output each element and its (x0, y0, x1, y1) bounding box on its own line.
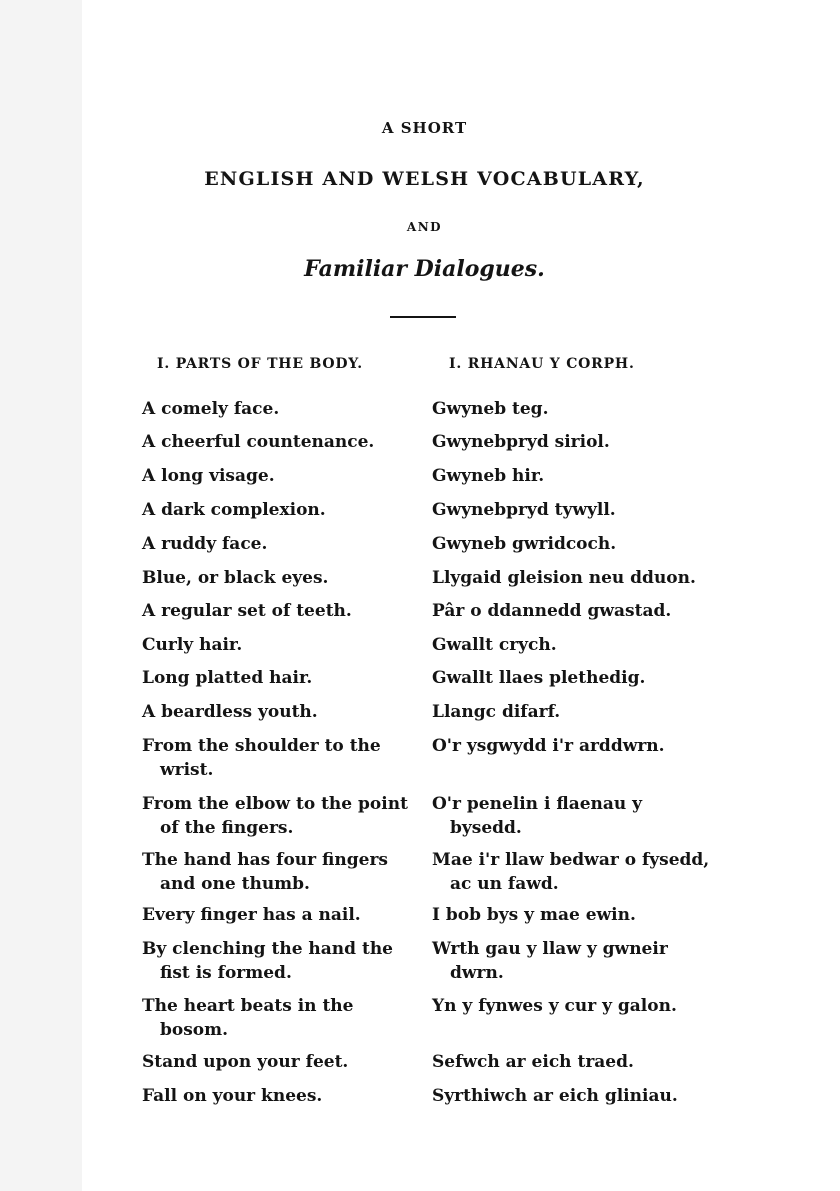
title-a-short: A SHORT (381, 119, 468, 137)
vocab-row (142, 397, 767, 421)
welsh-phrase: Gwallt llaes plethedig. (432, 668, 646, 688)
english-phrase: Blue, or black eyes. (142, 568, 329, 588)
title-vocabulary: ENGLISH AND WELSH VOCABULARY, (204, 168, 645, 190)
vocab-row (142, 848, 767, 896)
welsh-phrase: Wrth gau y llaw y gwneir dwrn. (432, 939, 668, 983)
welsh-phrase: Mae i'r llaw bedwar o fysedd, ac un fawd. (432, 850, 710, 894)
welsh-phrase: Pâr o ddannedd gwastad. (432, 601, 672, 621)
english-phrase: Every finger has a nail. (142, 905, 361, 925)
vocab-row (142, 633, 767, 657)
title-and: AND (406, 220, 443, 234)
welsh-phrase: Yn y fynwes y cur y galon. (432, 996, 677, 1016)
welsh-phrase: Gwynebpryd tywyll. (432, 500, 616, 520)
vocab-row (142, 937, 767, 985)
vocab-row (142, 532, 767, 556)
welsh-phrase: Gwyneb teg. (432, 399, 549, 419)
english-phrase: A regular set of teeth. (142, 601, 352, 621)
english-phrase: A cheerful countenance. (142, 432, 375, 452)
english-phrase: By clenching the hand the fist is formed. (142, 939, 393, 983)
english-phrase: The hand has four fingers and one thumb. (142, 850, 388, 894)
welsh-phrase: Gwynebpryd siriol. (432, 432, 610, 452)
vocab-row (142, 498, 767, 522)
english-phrase: Stand upon your feet. (142, 1052, 349, 1072)
english-phrase: Long platted hair. (142, 668, 313, 688)
welsh-phrase: Gwallt crych. (432, 635, 557, 655)
title-familiar-dialogues: Familiar Dialogues. (304, 256, 545, 282)
english-phrase: A long visage. (142, 466, 275, 486)
vocab-row (142, 903, 767, 927)
welsh-phrase: Gwyneb hir. (432, 466, 545, 486)
english-phrase: From the elbow to the point of the fingers. (142, 794, 408, 838)
welsh-phrase: I bob bys y mae ewin. (432, 905, 636, 925)
welsh-phrase: Llangc difarf. (432, 702, 561, 722)
welsh-phrase: Llygaid gleision neu dduon. (432, 568, 696, 588)
vocab-row (142, 666, 767, 690)
vocab-row (142, 599, 767, 623)
english-phrase: A comely face. (142, 399, 280, 419)
vocab-row (142, 700, 767, 724)
vocab-row (142, 792, 767, 840)
vocab-row (142, 566, 767, 590)
welsh-phrase: Syrthiwch ar eich gliniau. (432, 1086, 678, 1106)
vocab-row (142, 734, 767, 782)
vocab-row (142, 430, 767, 454)
english-phrase: Curly hair. (142, 635, 243, 655)
book-page (82, 0, 840, 1191)
english-phrase: Fall on your knees. (142, 1086, 323, 1106)
english-phrase: A dark complexion. (142, 500, 326, 520)
welsh-phrase: O'r ysgwydd i'r arddwrn. (432, 736, 665, 756)
vocab-row (142, 464, 767, 488)
english-phrase: From the shoulder to the wrist. (142, 736, 381, 780)
welsh-phrase: Sefwch ar eich traed. (432, 1052, 634, 1072)
vocab-row (142, 994, 767, 1042)
vocab-row (142, 1084, 767, 1108)
english-phrase: A ruddy face. (142, 534, 268, 554)
welsh-section-header: I. RHANAU Y CORPH. (449, 356, 635, 372)
english-section-header: I. PARTS OF THE BODY. (157, 356, 363, 372)
welsh-phrase: O'r penelin i flaenau y bysedd. (432, 794, 643, 838)
english-phrase: A beardless youth. (142, 702, 318, 722)
vocab-row (142, 1050, 767, 1074)
english-phrase: The heart beats in the bosom. (142, 996, 354, 1040)
welsh-phrase: Gwyneb gwridcoch. (432, 534, 617, 554)
divider-rule (390, 316, 456, 318)
